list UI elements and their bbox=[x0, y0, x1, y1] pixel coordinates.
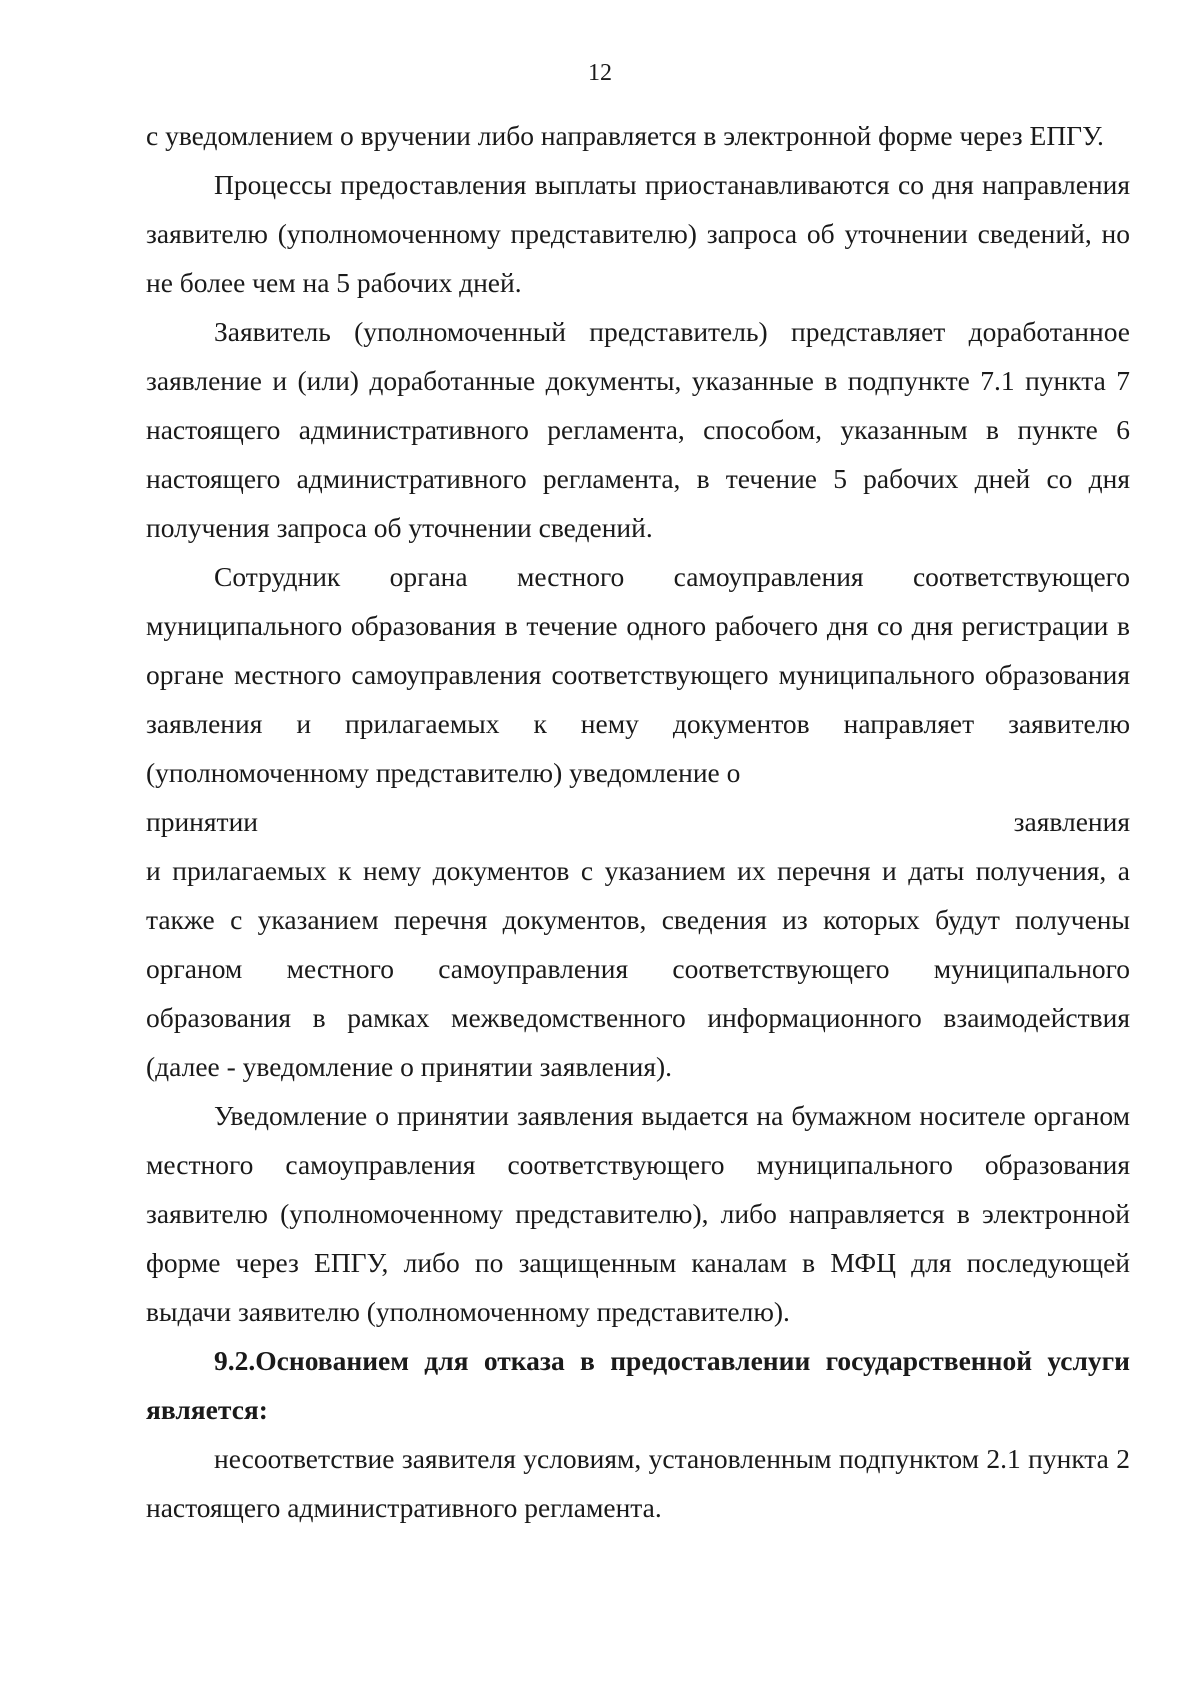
paragraph-employee-notice-continued: и прилагаемых к нему документов с указанием их перечня и даты получения, а также с указанием перечня документов, сведения из которых будут получены органом местного самоуправления соответствующего муниципального образования в рамках межведомственного информационного взаимодействия (далее - уведомление о принятии заявления). bbox=[146, 855, 1130, 1082]
split-right-word: заявления bbox=[1013, 806, 1130, 837]
paragraph-notice-delivery: Уведомление о принятии заявления выдается на бумажном носителе органом местного самоуправления соответствующего муниципального образования заявителю (уполномоченному представителю), либо направляется в электронной форме через ЕПГУ, либо по защищенным каналам в МФЦ для последующей выдачи заявителю (уполномоченному представителю). bbox=[146, 1100, 1130, 1327]
paragraph-applicant-resubmission: Заявитель (уполномоченный представитель) представляет доработанное заявление и (или) доработанные документы, указанные в подпункте 7.1 пункта 7 настоящего административного регламента, способом, указанным в пункте 6 настоящего административного регламента, в течение 5 рабочих дней со дня получения запроса об уточнении сведений. bbox=[146, 316, 1130, 543]
page-number: 12 bbox=[588, 60, 612, 86]
split-left-word: принятии bbox=[146, 806, 259, 837]
section-heading-refusal-grounds: 9.2.Основанием для отказа в предоставлении государственной услуги является: bbox=[146, 1345, 1130, 1425]
document-body bbox=[146, 111, 1130, 1532]
paragraph-suspension: Процессы предоставления выплаты приостанавливаются со дня направления заявителю (уполномоченному представителю) запроса об уточнении сведений, но не более чем на 5 рабочих дней. bbox=[146, 169, 1130, 298]
paragraph-split-line bbox=[146, 797, 1130, 846]
paragraph-continuation: с уведомлением о вручении либо направляется в электронной форме через ЕПГУ. bbox=[146, 120, 1104, 151]
paragraph-refusal-reason: несоответствие заявителя условиям, установленным подпунктом 2.1 пункта 2 настоящего административного регламента. bbox=[146, 1443, 1130, 1523]
paragraph-employee-notice: Сотрудник органа местного самоуправления соответствующего муниципального образования в течение одного рабочего дня со дня регистрации в органе местного самоуправления соответствующего муниципального образования заявления и прилагаемых к нему документов направляет заявителю (уполномоченному представителю) уведомление о bbox=[146, 561, 1130, 788]
